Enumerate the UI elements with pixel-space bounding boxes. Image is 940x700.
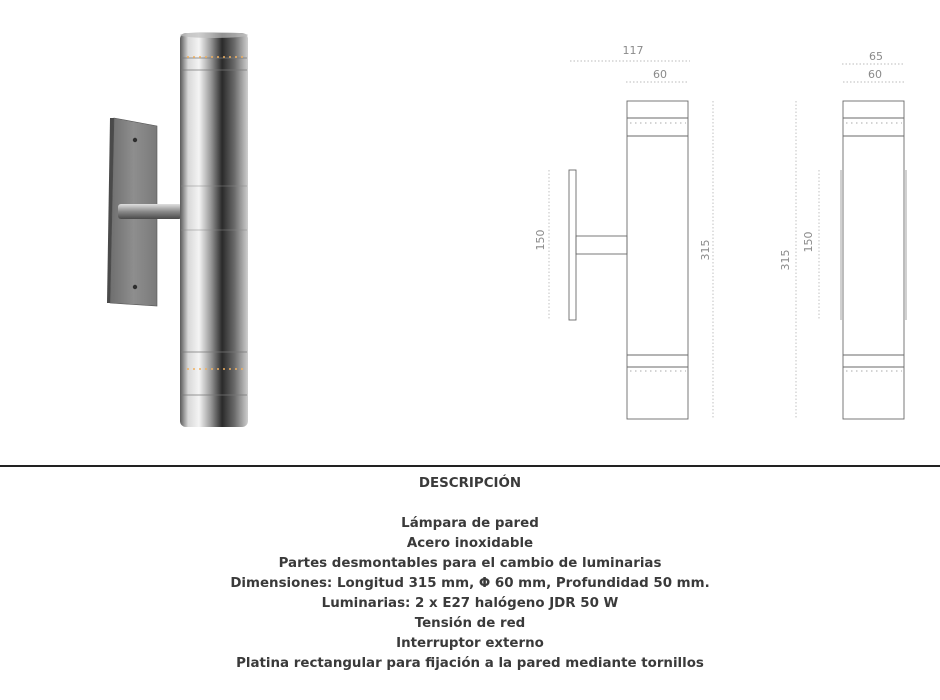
side-view-drawing (549, 61, 713, 419)
description-line: Acero inoxidable (406, 536, 534, 551)
side-view-width-tube: 60 (653, 68, 667, 81)
description-line: Lámpara de pared (401, 516, 539, 531)
description-line: Platina rectangular para fijación a la pared mediante tornillos (236, 656, 704, 671)
description-line: Tensión de red (414, 616, 526, 631)
side-view-height-plate: 150 (534, 229, 547, 251)
description-title: DESCRIPCIÓN (418, 476, 522, 491)
front-view-width-tube: 60 (868, 68, 882, 81)
description-list (0, 514, 940, 674)
side-view-width-total: 117 (622, 44, 644, 57)
front-view-width-total: 65 (869, 50, 883, 63)
description-line: Partes desmontables para el cambio de luminarias (278, 556, 662, 571)
description-line: Dimensiones: Longitud 315 mm, Φ 60 mm, Profundidad 50 mm. (230, 576, 710, 591)
side-view-height-total: 315 (699, 239, 712, 261)
description-line: Interruptor externo (396, 636, 544, 651)
description-line: Luminarias: 2 x E27 halógeno JDR 50 W (321, 596, 619, 611)
section-divider (0, 465, 940, 467)
front-view-height-total: 315 (779, 249, 792, 271)
front-view-height-plate: 150 (802, 231, 815, 253)
description-section (0, 474, 940, 674)
lamp-photo (107, 32, 248, 427)
